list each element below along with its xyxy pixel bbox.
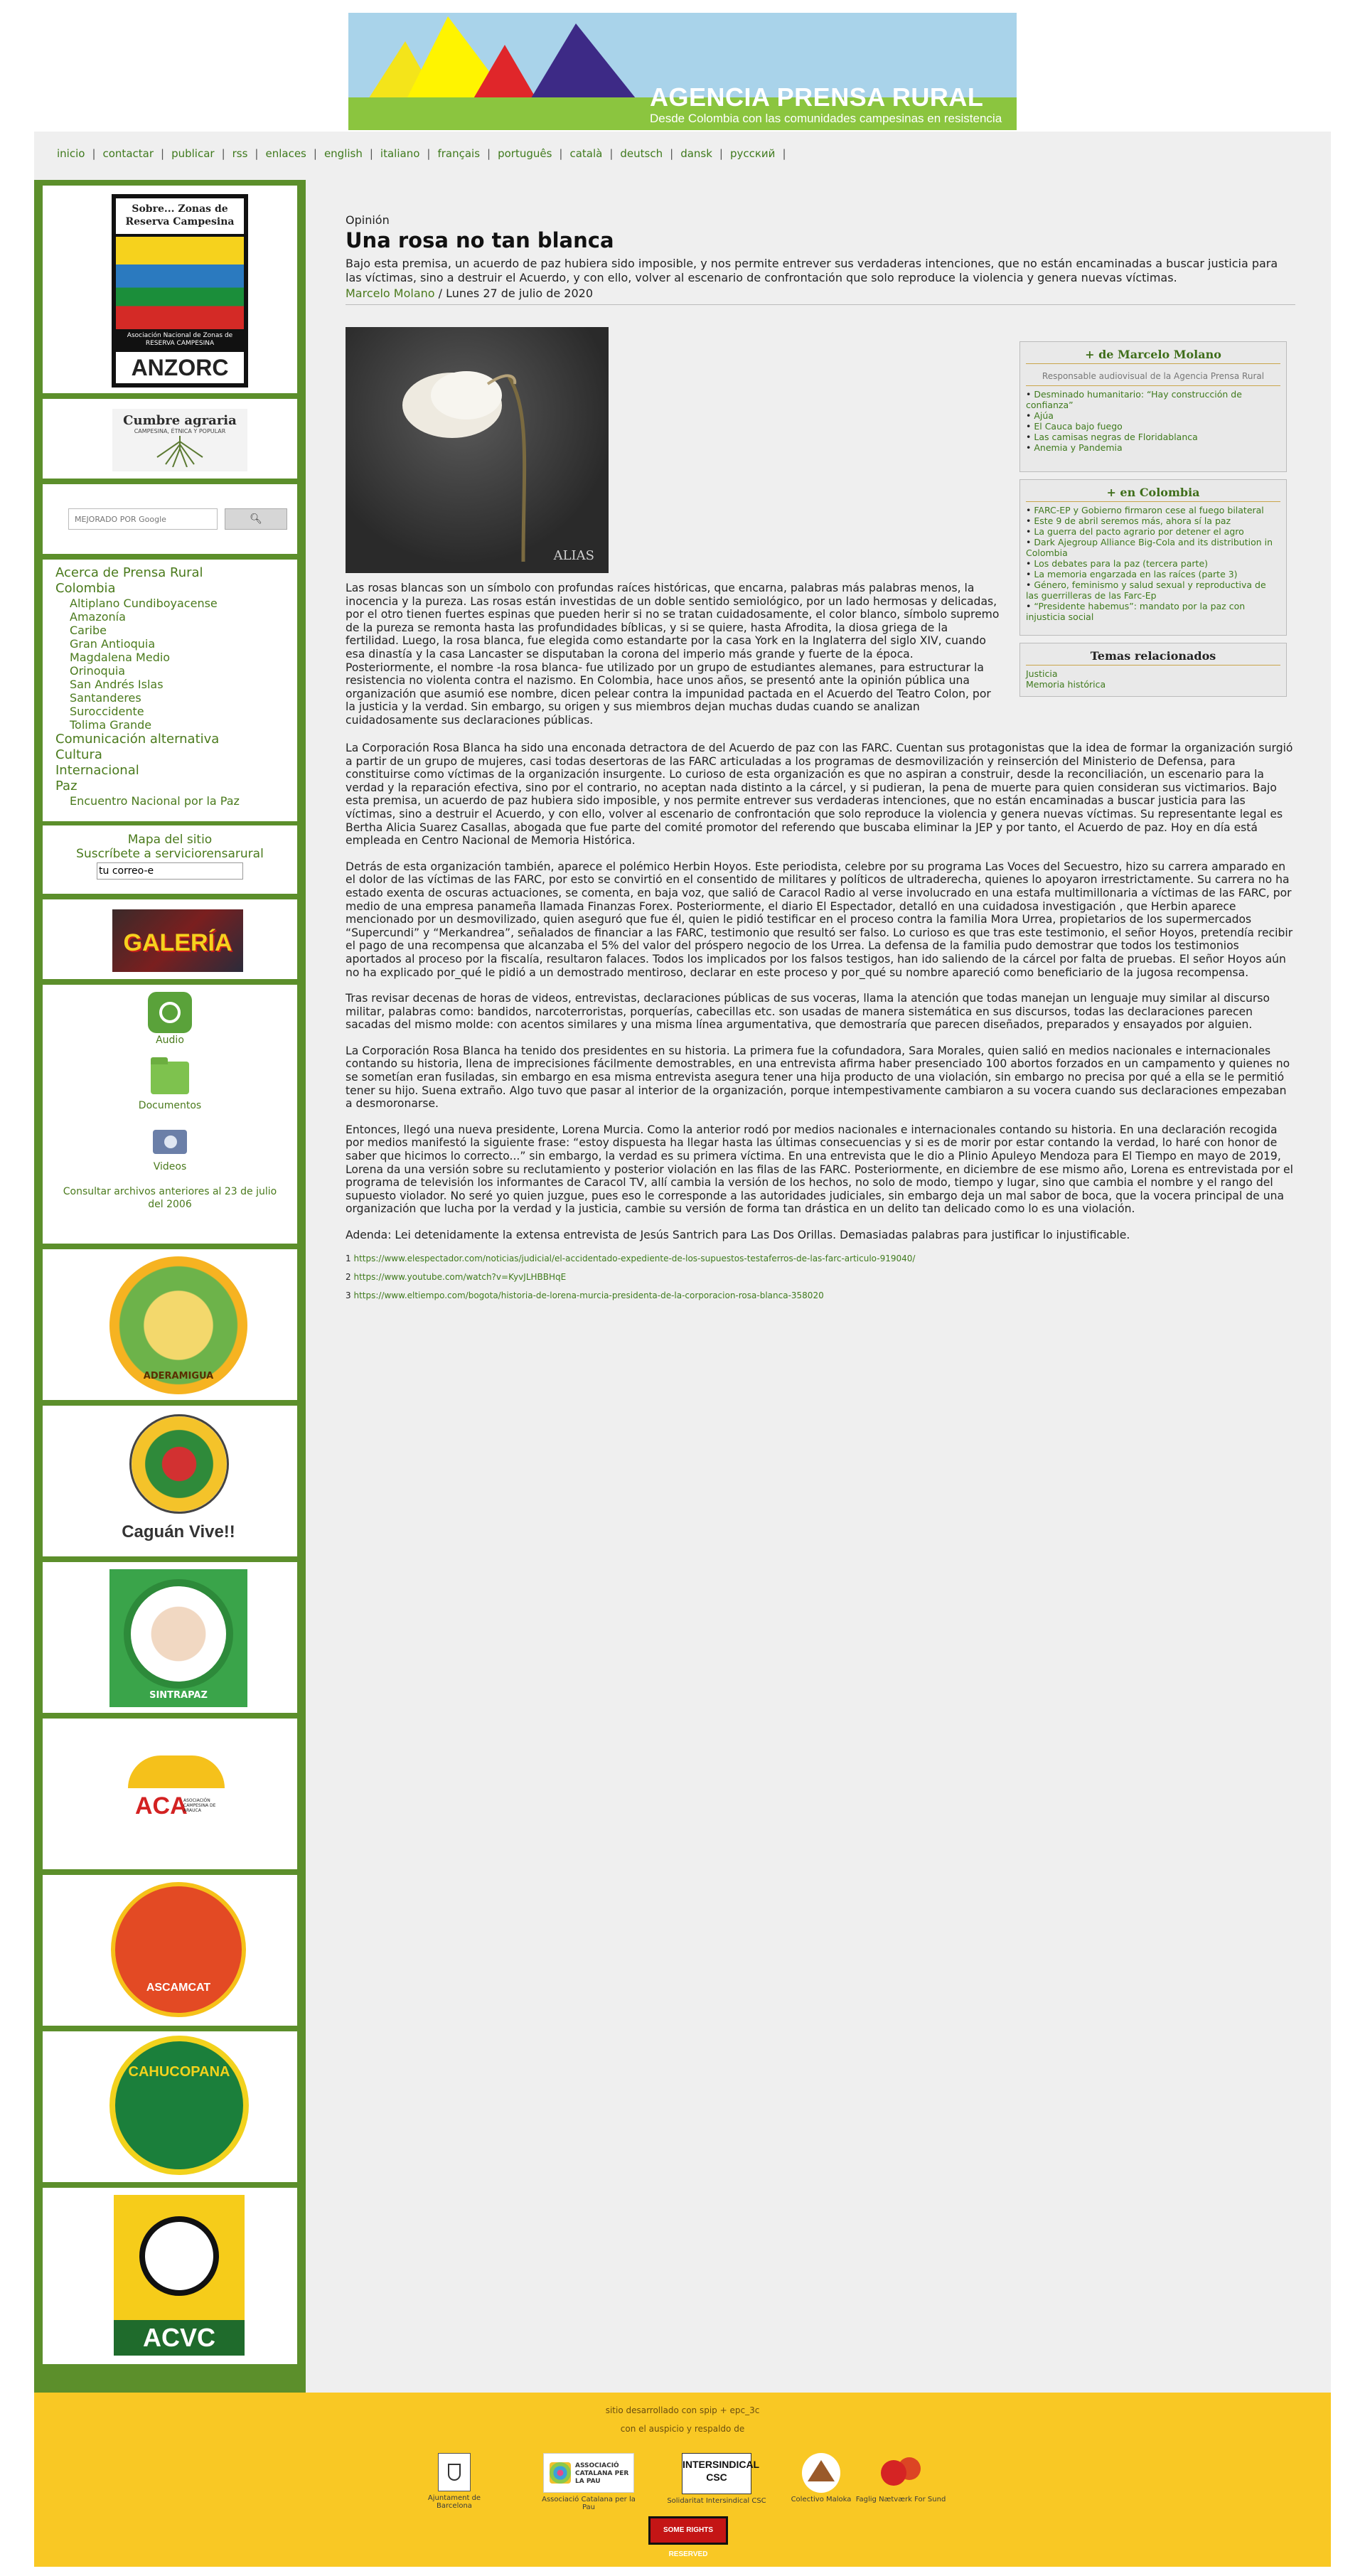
search-button[interactable] — [225, 508, 287, 530]
nav-7[interactable]: français — [437, 147, 481, 160]
aderamigua-text: ADERAMIGUA — [143, 1371, 214, 1381]
roots-icon — [151, 436, 208, 467]
article-body — [346, 742, 1295, 1309]
related-link[interactable]: El Cauca bajo fuego — [1034, 421, 1123, 432]
related-link[interactable]: “Presidente habemus”: mandato por la paz con injusticia social — [1026, 601, 1246, 622]
footnote — [346, 1272, 1295, 1282]
videos-link[interactable]: Videos — [153, 1161, 187, 1172]
related-link[interactable]: La memoria engarzada en las raíces (parte 3) — [1034, 569, 1238, 579]
sponsor-csc[interactable] — [667, 2453, 766, 2505]
colombia-box — [1019, 479, 1287, 636]
region-0[interactable]: Altiplano Cundiboyacense — [70, 597, 218, 610]
related-link[interactable]: Los debates para la paz (tercera parte) — [1034, 558, 1209, 569]
nav-6[interactable]: italiano — [380, 147, 420, 160]
media-box — [43, 985, 297, 1244]
nav-3[interactable]: rss — [232, 147, 248, 160]
subscribe-link[interactable]: Suscríbete a serviciorensarural — [76, 847, 264, 861]
sponsor-ajuntament[interactable] — [422, 2453, 486, 2510]
bullet: • — [1026, 537, 1034, 547]
region-9[interactable]: Tolima Grande — [70, 718, 152, 732]
audio-icon[interactable] — [148, 992, 192, 1033]
footnote-number: 3 — [346, 1290, 351, 1300]
cumbre-agraria-logo[interactable] — [112, 409, 247, 471]
caguan-box — [43, 1406, 297, 1556]
sintrapaz-box — [43, 1562, 297, 1713]
nav-1[interactable]: contactar — [102, 147, 154, 160]
documents-link[interactable]: Documentos — [138, 1100, 202, 1111]
related-link[interactable]: Este 9 de abril seremos más, ahora sí la paz — [1034, 515, 1231, 526]
sintrapaz-text: SINTRAPAZ — [149, 1690, 208, 1701]
ascamcat-box — [43, 1875, 297, 2026]
nav-5[interactable]: english — [323, 147, 363, 160]
region-6[interactable]: San Andrés Islas — [70, 678, 164, 691]
gallery-box — [43, 899, 297, 979]
footer — [34, 2393, 1331, 2567]
article-lead: Bajo esta premisa, un acuerdo de paz hubiera sido imposible, y nos permite entrever sus verdaderas intenciones, que no están encaminadas a buscar justicia para las víctimas, sino a destruir el Acuerdo, y con ello, volver al escenario de confrontación que solo reproduce la violencia y genera nuevas víctimas. — [346, 257, 1278, 284]
rose-illustration — [346, 327, 609, 573]
related-link[interactable]: Memoria histórica — [1026, 679, 1106, 690]
nav-12[interactable]: русский — [729, 147, 776, 160]
sponsor-maloka[interactable] — [789, 2453, 853, 2503]
list-item — [1026, 558, 1280, 569]
aca-logo[interactable] — [121, 1727, 232, 1859]
related-link[interactable]: Desminado humanitario: “Hay construcción de confianza” — [1026, 389, 1242, 410]
subscribe-box — [43, 825, 297, 894]
list-item — [1026, 679, 1280, 690]
article-paragraph-7: Adenda: Lei detenidamente la extensa entrevista de Jesús Santrich para Las Dos Orillas. Demasiadas palabras para justificar lo injustificable. — [346, 1229, 1130, 1241]
cahucopana-logo[interactable] — [109, 2036, 249, 2175]
sponsor-acp[interactable] — [539, 2453, 638, 2511]
cc-badge[interactable] — [648, 2516, 728, 2558]
caguan-text: Caguán Vive!! — [122, 1522, 235, 1541]
bullet: • — [1026, 421, 1034, 432]
list-item — [1026, 579, 1280, 601]
anzorc-box — [43, 186, 297, 393]
bullet: • — [1026, 505, 1034, 515]
nav-separator: | — [92, 147, 96, 160]
search-icon: 🔍︎ — [250, 513, 262, 525]
sponsor-name-3: Solidaritat Intersindical CSC — [667, 2497, 766, 2505]
section-colombia[interactable]: Colombia — [55, 581, 116, 596]
article-paragraph-1: Las rosas blancas son un símbolo con profundas raíces históricas, que encarna, palabras más palabras menos, la inocencia y la pureza. Las rosas están investidas de un doble sentido semiológico, por un lado hermosas y delicadas, por el otro tienen fuertes espinas que pueden herir si no se tratan cuidadosamente, el color blanco, símbolo supremo de la pureza se remonta hasta las profundidades bíblicas, y si se quiere, hasta Afrodita, la diosa griega de la fertilidad. Luego, la rosa blanca, fue elegida como estandarte por la casa York en la Inglaterra del siglo XIV, cuando esa dinastía y la casa Lancaster se disputaban la corona del imperio más grande y fuerte de la época. Posteriormente, el nombre -la rosa blanca- fue utilizado por un grupo de estudiantes alemanes, para estructurar la resistencia no violenta contra el nazismo. En Colombia, hace unos años, se presentó ante la opinión pública una organización que asumió ese nombre, dicen pelear contra la impunidad pactada en el Acuerdo del Teatro Colon, por la justicia y la verdad. Sin embargo, su origen y sus miembros dejan muchas dudas cuando se analizan cuidadosamente sus declaraciones públicas. — [346, 582, 1000, 727]
byline — [346, 287, 1295, 305]
list-item — [1026, 537, 1280, 558]
nav-separator: | — [670, 147, 674, 160]
banner-title: AGENCIA PRENSA RURAL — [650, 82, 984, 112]
list-item — [1026, 668, 1280, 679]
related-link[interactable]: FARC-EP y Gobierno firmaron cese al fuego bilateral — [1034, 505, 1264, 515]
footnote-link[interactable]: https://www.eltiempo.com/bogota/historia-de-lorena-murcia-presidenta-de-la-corporacion-rosa-blanca-358020 — [353, 1290, 824, 1300]
author-box-subtitle: Responsable audiovisual de la Agencia Prensa Rural — [1026, 364, 1280, 386]
author-box — [1019, 341, 1287, 472]
cumbre-title: Cumbre agraria — [123, 413, 237, 428]
article — [346, 213, 1295, 305]
nav-separator: | — [221, 147, 225, 160]
sidebar — [34, 180, 306, 2393]
related-link[interactable]: La guerra del pacto agrario por detener el agro — [1034, 526, 1244, 537]
footnote-number: 2 — [346, 1271, 351, 1282]
anzorc-assoc-text: Asociación Nacional de Zonas de RESERVA CAMPESINA — [127, 332, 233, 347]
bullet: • — [1026, 432, 1034, 442]
footnote-number: 1 — [346, 1253, 351, 1263]
bullet: • — [1026, 389, 1034, 400]
acvc-text: ACVC — [114, 2320, 245, 2356]
nav-separator: | — [369, 147, 373, 160]
anzorc-top-text: Sobre... Zonas de Reserva Campesina — [116, 198, 244, 234]
article-date: / Lunes 27 de julio de 2020 — [434, 287, 594, 300]
folder-icon[interactable] — [148, 1057, 192, 1097]
related-link[interactable]: Género, feminismo y salud sexual y reproductiva de las guerrilleras de las Farc-Ep — [1026, 579, 1266, 601]
section-culture[interactable]: Cultura — [55, 747, 102, 762]
article-section: Opinión — [346, 213, 390, 227]
bullet: • — [1026, 526, 1034, 537]
nav-10[interactable]: deutsch — [620, 147, 663, 160]
list-item — [1026, 526, 1280, 537]
article-paragraph-5: La Corporación Rosa Blanca ha tenido dos presidentes en su historia. La primera fue la cofundadora, Sara Morales, quien salió en medios nacionales e internacionales contando su historia, llena de imprecisiones fácilmente demostrables, en una entrevista afirma haber presenciado 100 abortos forzados en un campamento y quienes no se sometían eran fusiladas, sin embargo en esa misma entrevista asegura tener una hija producto de una violación, sin embargo no precisa por qué a ella se le permitió tener su hijo. Suena extraño. Algo tuvo que pasar al interior de la organización, porque intempestivamente cambiaron a su vocera cuando sus declaraciones empezaban a desmoronarse. — [346, 1044, 1290, 1111]
acvc-logo[interactable] — [114, 2195, 245, 2356]
colombia-box-list — [1020, 502, 1286, 625]
list-item — [1026, 569, 1280, 579]
colombia-box-title: + en Colombia — [1026, 480, 1280, 502]
gallery-label: GALERÍA — [123, 929, 232, 956]
related-link[interactable]: Ajúa — [1034, 410, 1054, 421]
region-3[interactable]: Gran Antioquia — [70, 637, 156, 651]
author-box-title: + de Marcelo Molano — [1026, 342, 1280, 364]
article-title: Una rosa no tan blanca — [346, 228, 614, 252]
aderamigua-box — [43, 1249, 297, 1400]
csc-logo — [682, 2453, 760, 2494]
author-box-list — [1020, 386, 1286, 456]
section-peace-sub[interactable]: Encuentro Nacional por la Paz — [70, 794, 240, 808]
acp-logo — [543, 2453, 634, 2493]
banner-subtitle: Desde Colombia con las comunidades campesinas en resistencia — [650, 112, 1002, 125]
archive-link[interactable]: Consultar archivos anteriores al 23 de julio del 2006 — [63, 1186, 277, 1210]
nav-separator: | — [559, 147, 563, 160]
related-link[interactable]: Justicia — [1026, 668, 1058, 679]
bullet: • — [1026, 442, 1034, 453]
anzorc-logo[interactable] — [112, 194, 248, 388]
acvc-box — [43, 2188, 297, 2364]
region-8[interactable]: Suroccidente — [70, 705, 144, 718]
footnote-link[interactable]: https://www.youtube.com/watch?v=KyvJLHBBHqE — [353, 1271, 567, 1282]
cumbre-agraria-box — [43, 399, 297, 479]
cahucopana-text: CAHUCOPANA — [128, 2064, 230, 2080]
topics-box-list — [1020, 666, 1286, 693]
related-link[interactable]: Dark Ajegroup Alliance Big-Cola and its distribution in Colombia — [1026, 537, 1273, 558]
bullet: • — [1026, 515, 1034, 526]
nav-2[interactable]: publicar — [171, 147, 215, 160]
footer-sponsor-line: con el auspicio y respaldo de — [620, 2424, 745, 2434]
bullet: • — [1026, 579, 1034, 590]
sponsor-name-1: Ajuntament de Barcelona — [427, 2494, 481, 2510]
caguan-logo[interactable] — [109, 1411, 247, 1551]
cumbre-subtitle: CAMPESINA, ÉTNICA Y POPULAR — [134, 428, 226, 434]
nav-separator: | — [255, 147, 259, 160]
footnote — [346, 1254, 1295, 1263]
ajuntament-logo — [438, 2453, 471, 2491]
aderamigua-logo[interactable] — [109, 1256, 247, 1394]
topics-box — [1019, 643, 1287, 697]
footer-credit: sitio desarrollado con spip + epc_3c — [605, 2405, 760, 2415]
nav-separator: | — [313, 147, 317, 160]
video-icon[interactable] — [149, 1123, 191, 1161]
list-item — [1026, 389, 1280, 410]
article-paragraph-2: La Corporación Rosa Blanca ha sido una enconada detractora de del Acuerdo de paz con las FARC. Cuentan sus protagonistas que la idea de formar la organización surgió a partir de un grupo de mujeres, casi todas desertoras de las FARC articuladas a los programas de desmovilización y reinserción del Ministerio de Defensa, para constituirse como víctimas de la organización insurgente. Lo curioso de esta organización es que no aspiran a construir, desde la reconciliación, un escenario para la verdad y la reparación efectiva, sino por el contrario, no aceptan nada distinto a la cárcel, y si pudieran, la pena de muerte para quien consideran sus victimarios. Bajo esta premisa, un acuerdo de paz hubiera sido imposible, y nos permite entrever sus verdaderas intenciones, que no están encaminadas a buscar justicia para las víctimas, sino a destruir el Acuerdo, y con ello, volver al escenario de confrontación que solo reproduce la violencia y genera nuevas víctimas. Su representante legal es Bertha Alicia Suarez Casallas, abogada que fue parte del comité promotor del referendo que buscaba eliminar la JEP y por tanto, el Acuerdo de paz. Hoy en día está empleada en Centro Nacional de Memoria Histórica. — [346, 742, 1293, 848]
related-link[interactable]: Anemia y Pandemia — [1034, 442, 1123, 453]
aca-box — [43, 1719, 297, 1869]
acp-logo-text: ASSOCIACIÓ CATALANA PER LA PAU — [575, 2462, 629, 2485]
list-item — [1026, 515, 1280, 526]
footnotes — [346, 1254, 1295, 1300]
ascamcat-logo[interactable] — [111, 1882, 246, 2017]
topics-box-title: Temas relacionados — [1026, 643, 1280, 666]
footnote-link[interactable]: https://www.elespectador.com/noticias/judicial/el-accidentado-expediente-de-los-supuestos-testaferros-de-las-farc-articulo-919040/ — [353, 1253, 916, 1263]
bullet: • — [1026, 410, 1034, 421]
region-7[interactable]: Santanderes — [70, 691, 141, 705]
article-paragraph-6: Entonces, llegó una nueva presidente, Lorena Murcia. Como la anterior rodó por medios nacionales e internacionales contando su historia. En una declaración recogida por medios manifestó la siguiente frase: “estoy dispuesta ha llegar hasta las últimas consecuencias y si es de morir por estar contando la verdad, lo haré con honor de saber que hicimos lo correcto...” sin embargo, la verdad es su primera víctima. En una entrevista que le dio a Plinio Apuleyo Mendoza para El Tiempo en mayo de 2019, Lorena da una versión sobre su reclutamiento y posterior violación en las filas de las FARC. Posteriormente, en diciembre de ese mismo año, Lorena es entrevistada por el programa de televisión los informantes de Caracol TV, allí cambia la versión de los hechos, no solo de modo, tiempo y lugar, sino que cambia el nombre y el rango del supuesto violador. No seré yo quien juzgue, pues eso le corresponde a las autoridades judiciales, sin embargo deja un mal sabor de boca, que la vocera principal de una organización que lucha por la verdad y la justicia, cambie su versión de forma tan drástica en un delito tan delicado como lo es una violación. — [346, 1123, 1293, 1216]
nav-separator: | — [782, 147, 786, 160]
article-image — [346, 327, 609, 573]
nav-0[interactable]: inicio — [57, 147, 85, 160]
nav-separator: | — [487, 147, 491, 160]
image-caption: ALIAS — [553, 548, 594, 563]
footnote — [346, 1290, 1295, 1300]
nav-separator: | — [161, 147, 165, 160]
bullet: • — [1026, 558, 1034, 569]
search-box — [43, 484, 297, 554]
list-item — [1026, 505, 1280, 515]
top-nav — [34, 132, 1331, 174]
faglig-logo — [875, 2453, 926, 2493]
article-paragraph-3: Detrás de esta organización también, aparece el polémico Herbin Hoyos. Este periodista, celebre por su programa Las Voces del Secuestro, hizo su carrera amparado en el dolor de las víctimas de las FARC, por esto se convirtió en el consentido de militares y políticos de ultraderecha, quienes lo apoyaron irrestrictamente. Su carrera no ha estado exenta de oscuras actuaciones, se comenta, en baja voz, que salió de Caracol Radio al verse involucrado en una estafa multimillonaria a víctimas de las FARC, por medio de una empresa panameña llamada Finanzas Forex. Posteriormente, el diario El Espectador, detalló en una cuidadosa investigación , que Herbin aparece mencionado por un desmovilizado, quien aseguró que fue él, quien le pidió testificar en el proceso contra la familia Mora Urrea, propietarios de los supermercados “Supercundi” y “Merkandrea”, señalados de financiar a las FARC, testimonio que resultó ser falso. Lo curioso es que tras este testimonio, el señor Hoyos, pretendía recibir el pago de una recompensa que alcanzaba el 5% del valor del próspero negocio de los Urrea. La defensa de la familia pudo demostrar que todos los testimonios aportados al proceso por la fiscalía, resultaron falaces. Todos los implicados por los falsos testigos, han ido saliendo de la cárcel por falta de pruebas. El señor Hoyos aún no ha explicado por_qué le pidió a un demostrado mentiroso, declarar en este proceso y por_qué su nombre apareció como beneficiario de la jugosa recompensa. — [346, 860, 1293, 979]
sitemap-link[interactable]: Mapa del sitio — [127, 833, 213, 847]
region-5[interactable]: Orinoquia — [70, 664, 126, 678]
nav-4[interactable]: enlaces — [265, 147, 306, 160]
list-item — [1026, 410, 1280, 421]
cahucopana-box — [43, 2031, 297, 2182]
ascamcat-text: ASCAMCAT — [146, 1982, 211, 1994]
maloka-logo — [802, 2453, 840, 2493]
list-item — [1026, 432, 1280, 442]
audio-link[interactable]: Audio — [156, 1035, 184, 1046]
csc-logo-text: INTERSINDICAL CSC — [682, 2459, 760, 2483]
list-item — [1026, 442, 1280, 453]
list-item — [1026, 421, 1280, 432]
nav-9[interactable]: català — [569, 147, 603, 160]
aca-sub: ASOCIACIÓN CAMPESINA DE ARAUCA — [183, 1798, 216, 1813]
cc-badge-text: SOME RIGHTS RESERVED — [663, 2526, 713, 2558]
sintrapaz-logo[interactable] — [109, 1569, 247, 1707]
nav-separator: | — [609, 147, 614, 160]
bullet: • — [1026, 601, 1034, 611]
region-4[interactable]: Magdalena Medio — [70, 651, 171, 664]
region-2[interactable]: Caribe — [70, 624, 107, 637]
nav-11[interactable]: dansk — [680, 147, 712, 160]
sponsor-name-4: Colectivo Maloka — [791, 2496, 852, 2503]
section-about[interactable]: Acerca de Prensa Rural — [55, 565, 203, 580]
section-intl[interactable]: Internacional — [55, 763, 139, 778]
section-comm[interactable]: Comunicación alternativa — [55, 732, 220, 747]
bullet: • — [1026, 569, 1034, 579]
list-item — [1026, 601, 1280, 622]
sponsor-faglig[interactable] — [855, 2453, 947, 2503]
site-banner[interactable] — [348, 13, 1017, 130]
nav-separator: | — [427, 147, 431, 160]
gallery-banner[interactable] — [112, 909, 243, 972]
sponsor-name-2: Associació Catalana per la Pau — [542, 2496, 636, 2511]
region-1[interactable]: Amazonía — [70, 610, 126, 624]
nav-8[interactable]: português — [498, 147, 552, 160]
nav-separator: | — [719, 147, 723, 160]
section-peace[interactable]: Paz — [55, 779, 77, 793]
regions-list — [55, 597, 297, 732]
search-input[interactable] — [68, 508, 218, 530]
related-link[interactable]: Las camisas negras de Floridablanca — [1034, 432, 1198, 442]
sections-box — [43, 560, 297, 821]
anzorc-logo-text: ANZORC — [116, 352, 244, 383]
sponsor-name-5: Faglig Nætværk For Sund — [855, 2496, 946, 2503]
anzorc-emblem — [116, 237, 244, 329]
email-field[interactable] — [97, 862, 243, 880]
article-paragraph-4: Tras revisar decenas de horas de videos, entrevistas, declaraciones públicas de sus voceras, llama la atención que todas manejan un lenguaje muy similar al discurso militar, palabras como: bandidos, narcoterroristas, porquerías, cabecillas etc. son usadas de manera sistemática en sus discursos, todas las declaraciones parecen sacadas del mismo molde: con acentos similares y una misma línea argumentativa, que demostraría que parecen diseñados, preparados y ensayados por alguien. — [346, 992, 1270, 1032]
author-link[interactable]: Marcelo Molano — [346, 287, 435, 300]
aca-text: ACA — [135, 1792, 188, 1819]
